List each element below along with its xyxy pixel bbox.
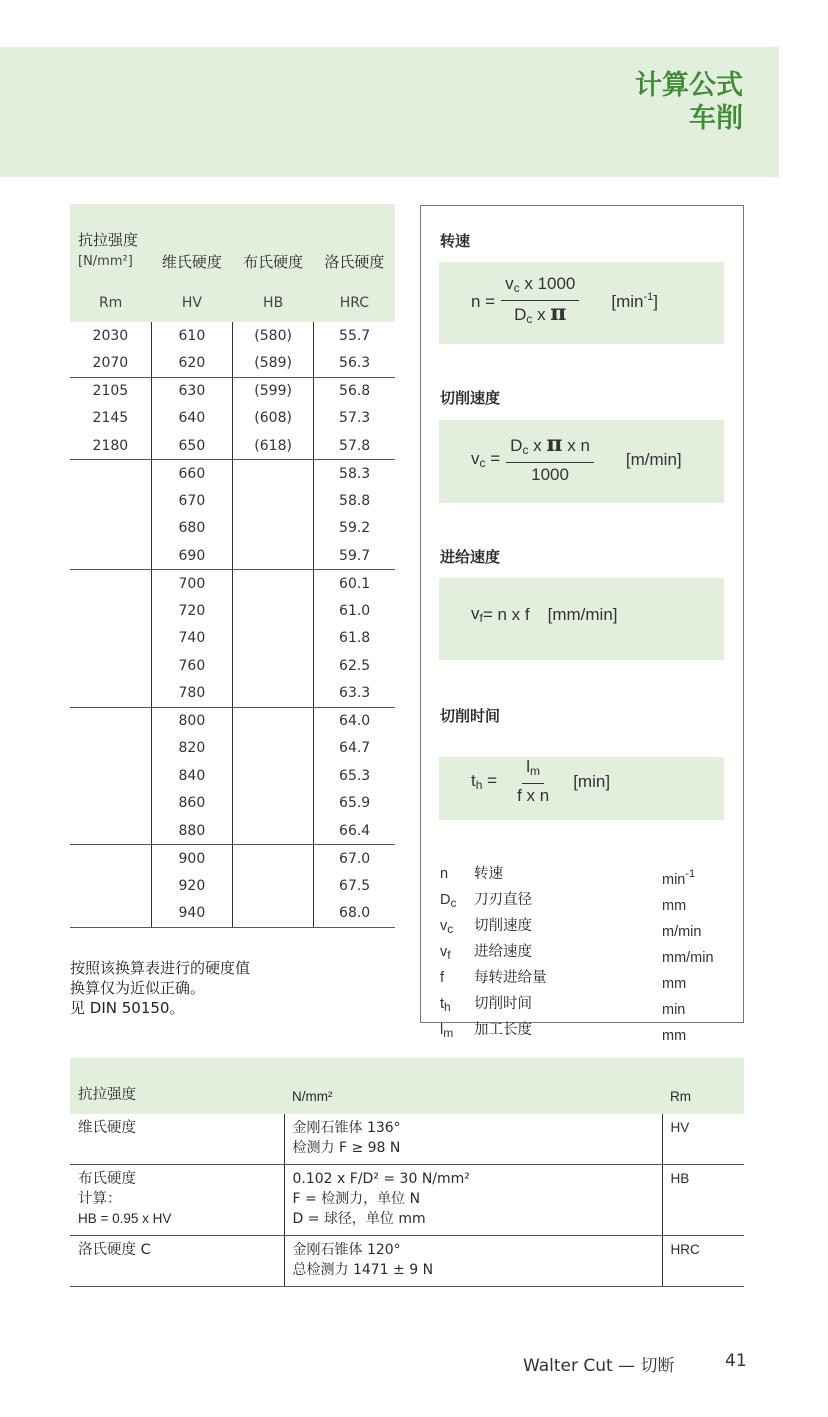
footer-brand: Walter Cut — 切断: [523, 1356, 675, 1376]
legend-unit: [662, 1020, 686, 1046]
legend-symbol: [440, 864, 474, 890]
cell-hb: [233, 652, 314, 680]
cell-rm: [70, 570, 151, 598]
unit-base: m/min: [662, 924, 702, 940]
header-rm: [70, 204, 151, 284]
table-row: [70, 1165, 744, 1236]
cell-hrc: 62.5: [314, 652, 395, 680]
feed-speed-rhs: = n x f: [482, 604, 530, 624]
def-description: [284, 1114, 662, 1165]
cell-hv: 640: [151, 405, 232, 433]
feed-speed-unit: [mm/min]: [547, 604, 618, 624]
cell-hv: 650: [151, 432, 232, 460]
legend-description: 进给速度: [474, 944, 532, 960]
cell-hrc: 58.8: [314, 487, 395, 515]
unit-base: min: [662, 1002, 686, 1018]
cutting-speed-formula-box: [439, 420, 724, 503]
cell-hb: [233, 542, 314, 570]
title-line-2: 车削: [689, 103, 743, 134]
cell-rm: [70, 625, 151, 653]
legend-symbol: [440, 1020, 474, 1046]
table-row: [70, 735, 395, 763]
unit-sup: -1: [643, 291, 654, 303]
cutting-time-lhs: [471, 771, 497, 792]
table-row: [70, 542, 395, 570]
unit-close: ]: [653, 292, 659, 311]
legend-symbol: [440, 916, 474, 942]
legend-item: [440, 968, 730, 994]
cell-hb: (618): [233, 432, 314, 460]
legend-description: 转速: [474, 866, 503, 882]
legend-description: 刀刃直径: [474, 892, 532, 908]
def-header-1: 抗拉强度: [70, 1058, 284, 1114]
sym-l: l: [526, 757, 531, 776]
def-description: [284, 1165, 662, 1236]
header-hb: 布氏硬度: [233, 204, 314, 284]
symbol-base: D: [440, 892, 451, 908]
table-row: [70, 790, 395, 818]
sub-f: f: [479, 611, 483, 625]
table-row: [70, 1236, 744, 1287]
def-name: [70, 1165, 284, 1236]
cell-rm: 2145: [92, 410, 129, 427]
cutting-time-title: 切削时间: [440, 707, 501, 725]
cell-hv: 780: [151, 680, 232, 708]
cell-rm: [70, 487, 151, 515]
cell-hrc: 61.8: [314, 625, 395, 653]
table-row: [70, 872, 395, 900]
cell-hrc: 60.1: [314, 570, 395, 598]
cell-hb: [233, 460, 314, 488]
times: x: [532, 305, 551, 324]
table-row: [70, 487, 395, 515]
rpm-unit: [611, 291, 658, 312]
legend-item: [440, 942, 730, 968]
cell-rm: [70, 707, 151, 735]
symbol-base: t: [440, 996, 445, 1012]
abbr-rm: Rm: [70, 284, 151, 322]
symbol-base: f: [440, 970, 445, 986]
cell-hb: (599): [233, 377, 314, 405]
legend-description: 加工长度: [474, 1022, 532, 1038]
legend-symbol: [440, 942, 474, 968]
cell-hb: (589): [233, 350, 314, 378]
cutting-speed-lhs: [471, 449, 500, 470]
sub-h: h: [475, 778, 483, 792]
legend-description: 每转进给量: [474, 970, 547, 986]
equals: =: [485, 449, 501, 468]
def-description-line: 金刚石锥体 136°: [292, 1120, 401, 1136]
symbol-sub: m: [443, 1026, 454, 1040]
legend-unit: [662, 890, 686, 916]
legend-unit: [662, 864, 695, 890]
legend-item: [440, 916, 730, 942]
rpm-title: 转速: [440, 232, 471, 250]
cell-hrc: 57.8: [314, 432, 395, 460]
cell-hb: [233, 900, 314, 928]
cell-hb: [233, 625, 314, 653]
cell-hb: [233, 680, 314, 708]
def-name-line: 布氏硬度: [78, 1171, 136, 1187]
denominator: f x n: [517, 786, 550, 805]
cell-rm: 2105: [92, 383, 129, 399]
conversion-note: [70, 958, 250, 1018]
def-description-line: F = 检测力，单位 N: [292, 1191, 421, 1207]
cell-hrc: 57.3: [314, 405, 395, 433]
table-row: [70, 707, 395, 735]
header-hrc: 洛氏硬度: [314, 204, 395, 284]
def-abbr: HRC: [662, 1236, 744, 1287]
def-abbr: HB: [662, 1165, 744, 1236]
cell-hb: [233, 597, 314, 625]
rpm-fraction: [501, 274, 579, 329]
unit-base: mm/min: [662, 950, 714, 966]
cell-hv: 940: [151, 900, 232, 928]
symbol-sub: f: [447, 948, 451, 962]
legend-item: [440, 994, 730, 1020]
cell-rm: 2070: [70, 350, 151, 378]
legend-unit: [662, 994, 685, 1020]
cell-rm: 2180: [70, 432, 151, 460]
legend-unit: [662, 968, 686, 994]
pi-symbol: π: [550, 300, 567, 326]
sub-c: c: [526, 312, 533, 326]
cell-hv: 630: [151, 377, 232, 405]
cell-hb: [233, 515, 314, 543]
legend-description: 切削时间: [474, 996, 532, 1012]
sym-v: v: [471, 604, 480, 623]
cell-hrc: 64.0: [314, 707, 395, 735]
symbol-base: v: [440, 918, 448, 934]
cell-rm: [70, 845, 151, 873]
symbol-base: v: [440, 944, 448, 960]
table-row: [70, 460, 395, 488]
table-row: [70, 597, 395, 625]
table-row: [70, 845, 395, 873]
sub-c: c: [513, 281, 520, 295]
cell-hv: 670: [151, 487, 232, 515]
unit-base: mm: [662, 898, 687, 914]
def-name-line: 维氏硬度: [78, 1120, 136, 1136]
legend-symbol: [440, 968, 474, 994]
rm-label: 抗拉强度: [78, 231, 139, 249]
symbol-base: n: [440, 866, 449, 882]
cell-hv: 800: [151, 707, 232, 735]
cell-hb: [233, 762, 314, 790]
cell-hb: (608): [233, 405, 314, 433]
cell-rm: [70, 872, 151, 900]
def-name: [70, 1114, 284, 1165]
feed-speed-lhs: [471, 604, 483, 625]
cell-hrc: 59.7: [314, 542, 395, 570]
abbr-hb: HB: [233, 284, 314, 322]
pi-symbol: π: [546, 431, 563, 457]
rpm-formula-box: [439, 262, 724, 344]
cell-rm: [70, 680, 151, 708]
def-abbr: HV: [662, 1114, 744, 1165]
sym-d: D: [510, 436, 523, 455]
cell-hb: [233, 872, 314, 900]
rpm-num-rest: x 1000: [519, 274, 576, 293]
cell-hrc: 67.5: [314, 872, 395, 900]
unit-base: min: [662, 872, 686, 888]
legend-item: [440, 864, 730, 890]
table-row: [70, 322, 395, 350]
note-line-1: 按照该换算表进行的硬度值: [70, 959, 251, 977]
legend-item: [440, 890, 730, 916]
abbr-hrc: HRC: [314, 284, 395, 322]
table-row: [70, 515, 395, 543]
cell-hrc: 65.3: [314, 762, 395, 790]
title-line-1: 计算公式: [635, 70, 743, 101]
equals: =: [482, 771, 498, 790]
cell-hv: 620: [151, 350, 232, 378]
sym-d: D: [514, 305, 527, 324]
cell-hv: 760: [151, 652, 232, 680]
table-row: [70, 625, 395, 653]
unit-base: mm: [662, 1028, 687, 1044]
cell-hb: [233, 487, 314, 515]
hardness-definitions-table: [70, 1058, 744, 1287]
cell-hv: 740: [151, 625, 232, 653]
cell-rm: [70, 515, 151, 543]
cell-hrc: 64.7: [314, 735, 395, 763]
cell-hv: 920: [151, 872, 232, 900]
cell-hrc: 59.2: [314, 515, 395, 543]
cell-hrc: 56.3: [314, 350, 395, 378]
cell-hv: 680: [151, 515, 232, 543]
times: x: [528, 436, 547, 455]
cell-rm: [70, 790, 151, 818]
definitions-table-body: [70, 1114, 744, 1287]
def-description-line: 总检测力 1471 ± 9 N: [292, 1262, 434, 1278]
cell-hb: [233, 817, 314, 845]
cell-hv: 720: [151, 597, 232, 625]
cell-hrc: 55.7: [314, 322, 395, 350]
def-name-line: 洛氏硬度 C: [78, 1242, 151, 1258]
cell-rm: [70, 817, 151, 845]
legend-unit: [662, 942, 714, 968]
cell-hv: 900: [151, 845, 232, 873]
feed-speed-formula-box: [439, 578, 724, 660]
rm-unit: [N/mm²]: [78, 254, 133, 269]
unit-base: mm: [662, 976, 687, 992]
symbol-sub: c: [450, 896, 457, 910]
def-description: [284, 1236, 662, 1287]
cutting-speed-title: 切削速度: [440, 389, 501, 407]
cell-hv: 860: [151, 790, 232, 818]
legend-description: 切削速度: [474, 918, 532, 934]
cell-rm: [70, 652, 151, 680]
cell-rm: [70, 735, 151, 763]
cell-hb: [233, 790, 314, 818]
unit-open: [min: [611, 292, 644, 311]
table-row: [70, 350, 395, 378]
def-header-2: N/mm²: [284, 1058, 662, 1114]
sub-c: c: [522, 443, 529, 457]
denominator: 1000: [531, 465, 569, 484]
table-row: [70, 432, 395, 460]
cell-hv: 820: [151, 735, 232, 763]
sub-m: m: [530, 764, 541, 778]
cutting-speed-unit: [m/min]: [625, 449, 682, 469]
page-title: [635, 69, 743, 135]
sym-v: v: [505, 274, 514, 293]
cell-rm: [70, 597, 151, 625]
table-row: [70, 652, 395, 680]
cutting-time-unit: [min]: [573, 771, 611, 791]
cutting-time-fraction: [513, 757, 553, 806]
cell-hrc: 58.3: [314, 460, 395, 488]
hardness-conversion-table: [70, 204, 395, 928]
def-name-line: 计算：: [78, 1191, 122, 1207]
cell-hv: 690: [151, 542, 232, 570]
table-row: [70, 762, 395, 790]
feed-speed-title: 进给速度: [440, 548, 501, 566]
header-band: [0, 47, 779, 177]
cell-hrc: 56.8: [314, 377, 395, 405]
legend-item: [440, 1020, 730, 1046]
def-name: [70, 1236, 284, 1287]
cell-rm: [70, 460, 151, 488]
cell-hv: 610: [151, 322, 232, 350]
cell-rm: 2030: [92, 327, 129, 344]
cell-hrc: 61.0: [314, 597, 395, 625]
cell-hv: 700: [151, 570, 232, 598]
header-hv: 维氏硬度: [151, 204, 232, 284]
def-description-line: 检测力 F ≥ 98 N: [292, 1140, 401, 1156]
cell-hb: (580): [233, 322, 314, 350]
cell-hv: 880: [151, 817, 232, 845]
def-name-line: HB = 0.95 x HV: [78, 1211, 172, 1226]
table-row: [70, 570, 395, 598]
table-row: [70, 1114, 744, 1165]
cutting-speed-fraction: [506, 431, 594, 485]
cell-hb: [233, 570, 314, 598]
cell-rm: [70, 762, 151, 790]
cell-hrc: 65.9: [314, 790, 395, 818]
symbol-sub: c: [447, 922, 454, 936]
symbol-sub: h: [444, 1000, 451, 1014]
legend-symbol: [440, 994, 474, 1020]
legend-unit: [662, 916, 701, 942]
page-number: 41: [725, 1351, 747, 1371]
table-row: [70, 680, 395, 708]
cutting-time-formula-box: [439, 757, 724, 820]
def-description-line: D = 球径，单位 mm: [292, 1211, 426, 1227]
cell-hv: 840: [151, 762, 232, 790]
cell-hv: 660: [151, 460, 232, 488]
note-line-2: 换算仅为近似正确。: [70, 979, 206, 997]
symbol-legend: [440, 864, 730, 1046]
table-row: [70, 900, 395, 928]
cell-hb: [233, 845, 314, 873]
cell-hb: [233, 735, 314, 763]
rpm-lhs: n =: [471, 291, 496, 311]
sub-c: c: [479, 456, 486, 470]
num-rest: x n: [562, 436, 590, 455]
formula-panel: [420, 205, 744, 1044]
abbr-hv: HV: [151, 284, 232, 322]
cell-rm: [70, 542, 151, 570]
cell-hrc: 66.4: [314, 817, 395, 845]
def-description-line: 金刚石锥体 120°: [292, 1242, 401, 1258]
def-header-3: Rm: [662, 1058, 744, 1114]
cell-hrc: 67.0: [314, 845, 395, 873]
sym-v: v: [471, 449, 480, 468]
cell-hb: [233, 707, 314, 735]
table-row: [70, 817, 395, 845]
table-row: [70, 377, 395, 405]
symbol-base: l: [440, 1022, 444, 1038]
hardness-table-body: [70, 322, 395, 927]
sym-t: t: [471, 771, 476, 790]
legend-symbol: [440, 890, 474, 916]
table-row: [70, 405, 395, 433]
note-line-3: 见 DIN 50150。: [70, 999, 185, 1017]
unit-sup: -1: [685, 868, 696, 880]
cell-hrc: 63.3: [314, 680, 395, 708]
cell-hrc: 68.0: [314, 900, 395, 928]
cell-rm: [70, 900, 151, 928]
def-description-line: 0.102 x F/D² = 30 N/mm²: [292, 1171, 470, 1187]
